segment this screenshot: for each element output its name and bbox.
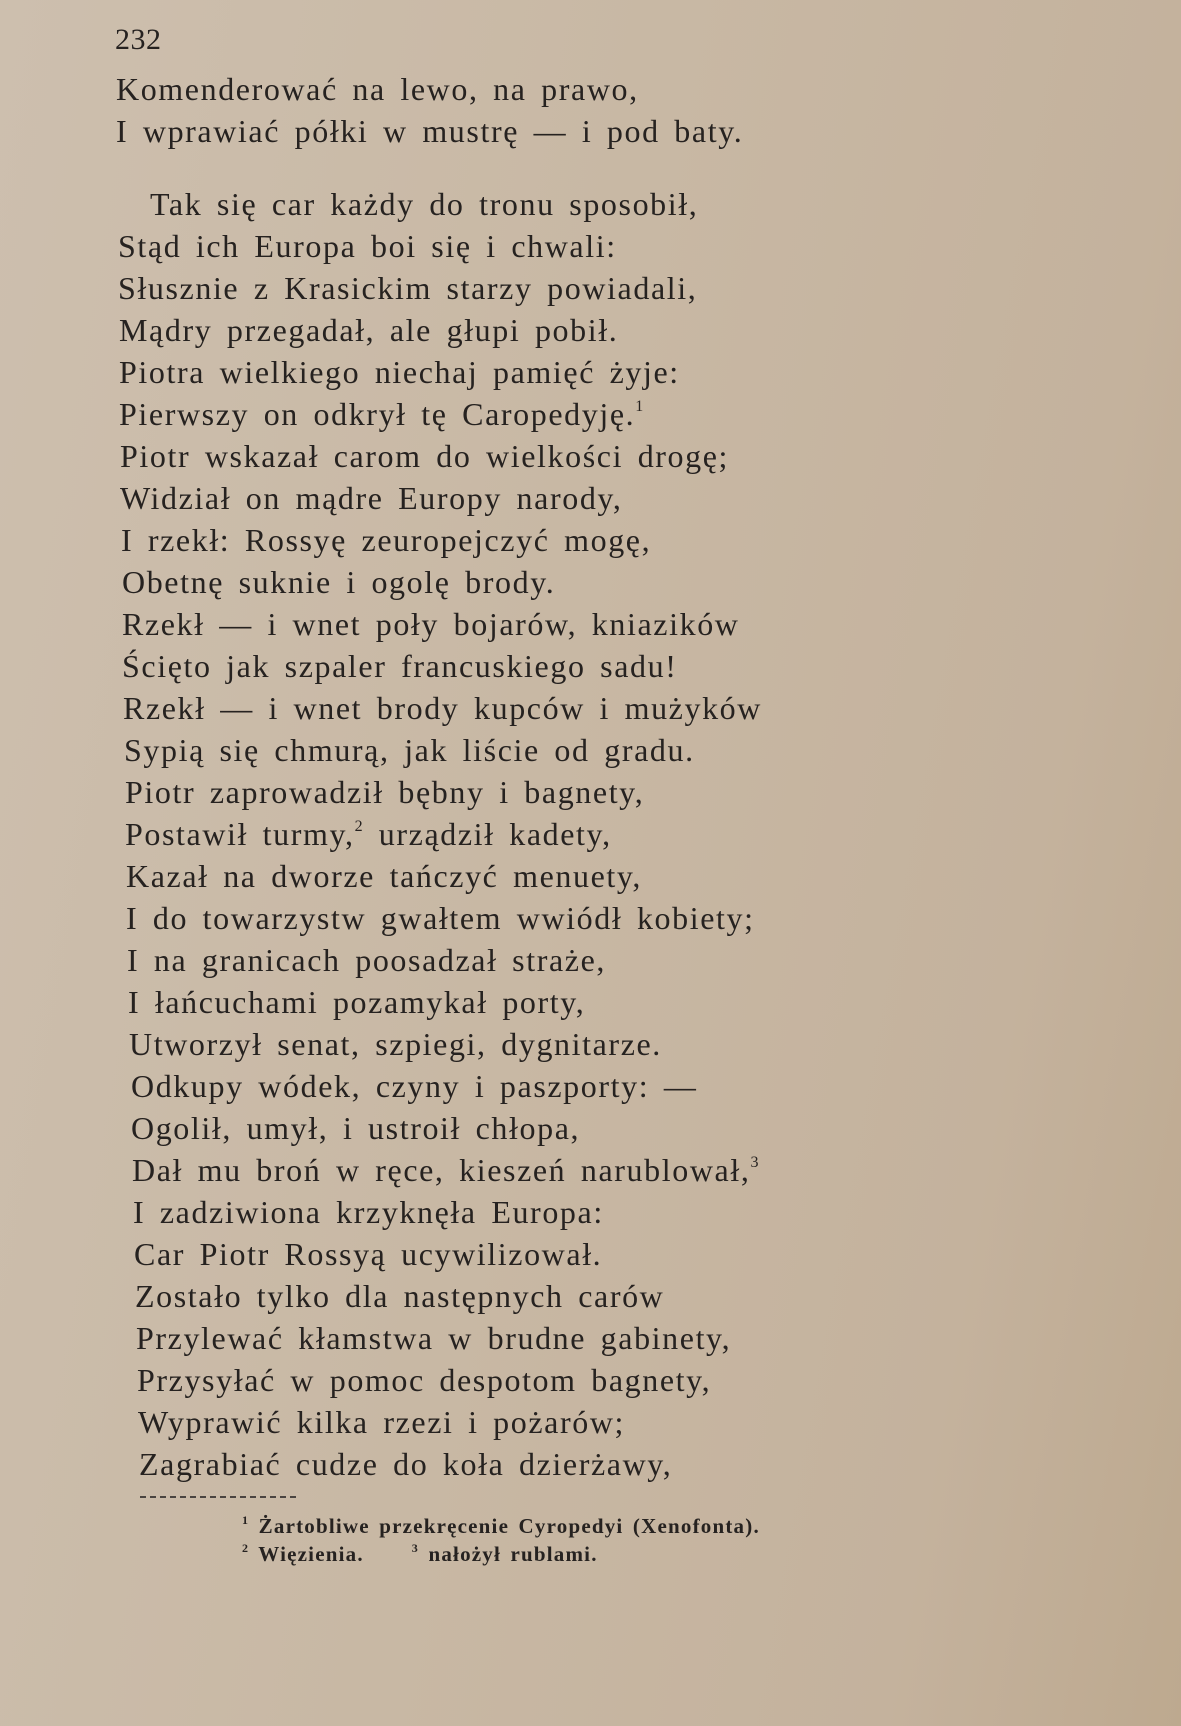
footnote-marker: 2 <box>242 1541 250 1555</box>
verse-line: Piotra wielkiego niechaj pamięć żyje: <box>119 354 680 390</box>
verse-line: Ścięto jak szpaler francuskiego sadu! <box>122 648 678 684</box>
verse-line: Zostało tylko dla następnych carów <box>135 1278 665 1314</box>
verse-line: Rzekł — i wnet brody kupców i mużyków <box>123 690 762 726</box>
verse-line: Tak się car każdy do tronu sposobił, <box>150 186 699 222</box>
verse-line: I zadziwiona krzyknęła Europa: <box>133 1194 604 1230</box>
verse-line: Obetnę suknie i ogolę brody. <box>122 564 556 600</box>
verse-line: Stąd ich Europa boi się i chwali: <box>118 228 617 264</box>
footnote-marker: 3 <box>411 1541 419 1555</box>
footnote-1: $^1$ Żartobliwe przekręcenie Cyropedyi (Xenofonta). <box>242 1513 760 1538</box>
footnote-ref-3: 3 <box>750 1154 761 1171</box>
verse-line: Rzekł — i wnet poły bojarów, kniazików <box>122 606 740 642</box>
verse-line: Postawił turmy,$^2$ urządził kadety, <box>125 816 612 852</box>
verse-line: Piotr zaprowadził bębny i bagnety, <box>125 774 645 810</box>
page-number: 232 <box>115 23 162 56</box>
verse-line: Komenderować na lewo, na prawo, <box>116 71 639 107</box>
verse-line: I rzekł: Rossyę zeuropejczyć mogę, <box>121 522 652 558</box>
verse-line: Zagrabiać cudze do koła dzierżawy, <box>139 1446 673 1482</box>
footnote-2-3: $^2$ Więzienia. $^3$ nałożył rublami. <box>242 1541 598 1566</box>
verse-line: Widział on mądre Europy narody, <box>120 480 623 516</box>
verse-line: Pierwszy on odkrył tę Caropedyję.$^1$ <box>119 396 645 432</box>
verse-line: Piotr wskazał carom do wielkości drogę; <box>120 438 730 474</box>
verse-line: Sypią się chmurą, jak liście od gradu. <box>124 732 695 768</box>
verse-line: I na granicach poosadzał straże, <box>127 942 606 978</box>
verse-line: Przylewać kłamstwa w brudne gabinety, <box>136 1320 732 1356</box>
verse-line: Ogolił, umył, i ustroił chłopa, <box>131 1110 581 1146</box>
verse-line: Mądry przegadał, ale głupi pobił. <box>119 312 619 348</box>
verse-line: Dał mu broń w ręce, kieszeń narublował,$^3$ <box>132 1152 761 1188</box>
verse-line: Utworzył senat, szpiegi, dygnitarze. <box>129 1026 662 1062</box>
verse-line: I wprawiać półki w mustrę — i pod baty. <box>116 113 744 149</box>
verse-line: Odkupy wódek, czyny i paszporty: — <box>131 1068 698 1104</box>
verse-line: Słusznie z Krasickim starzy powiadali, <box>118 270 698 306</box>
verse-line: Przysyłać w pomoc despotom bagnety, <box>137 1362 712 1398</box>
footnote-marker: 1 <box>242 1513 250 1527</box>
verse-line: Wyprawić kilka rzezi i pożarów; <box>138 1404 626 1440</box>
verse-line: I łańcuchami pozamykał porty, <box>128 984 586 1020</box>
verse-line: Car Piotr Rossyą ucywilizował. <box>134 1236 603 1272</box>
footnote-ref-1: 1 <box>635 398 645 415</box>
footnote-ref-2: 2 <box>354 818 365 835</box>
verse-line: Kazał na dworze tańczyć menuety, <box>126 858 642 894</box>
verse-line: I do towarzystw gwałtem wwiódł kobiety; <box>126 900 755 936</box>
footnote-separator <box>140 1496 296 1498</box>
